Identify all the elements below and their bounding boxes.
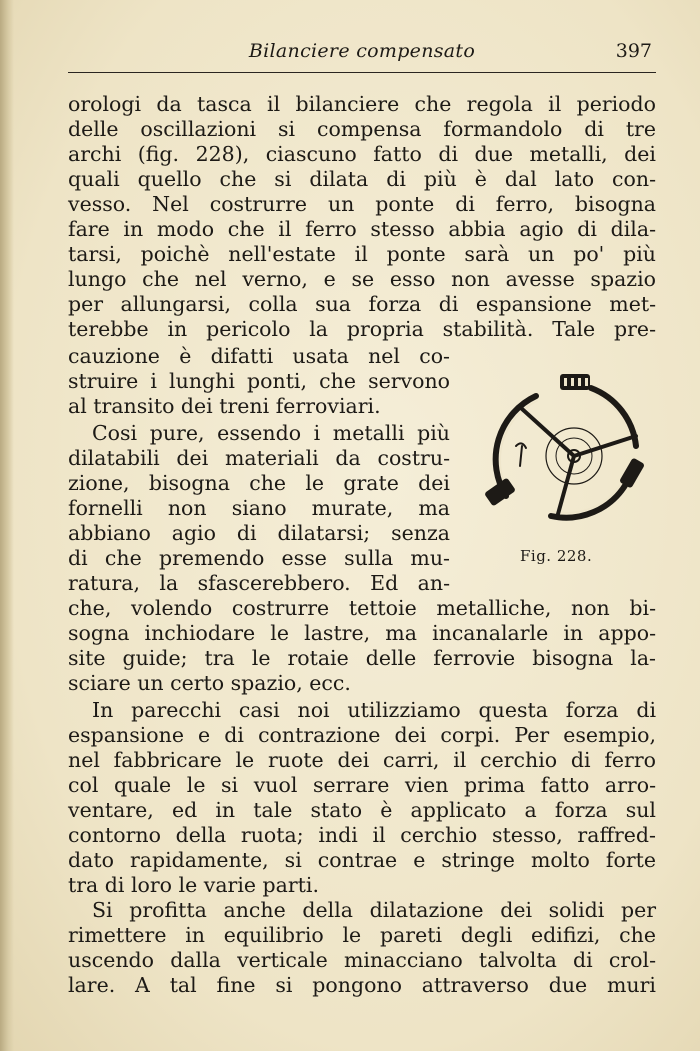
- running-head: [68, 38, 656, 68]
- text-line: rimettere in equilibrio le pareti degli edifizi, che: [68, 923, 656, 947]
- text-line: delle oscillazioni si compensa formandolo di tre: [68, 117, 656, 141]
- text-line: fornelli non siano murate, ma: [68, 496, 450, 520]
- text-line: ratura, la sfascerebbero. Ed an-: [68, 571, 450, 595]
- text-line: lungo che nel verno, e se esso non avesse spazio: [68, 267, 656, 291]
- text-line: site guide; tra le rotaie delle ferrovie bisogna la-: [68, 646, 656, 670]
- text-line: zione, bisogna che le grate dei: [68, 471, 450, 495]
- figure-caption: Fig. 228.: [520, 547, 593, 565]
- text-line: Si profitta anche della dilatazione dei solidi per: [92, 898, 656, 922]
- text-line: Cosi pure, essendo i metalli più: [92, 421, 450, 445]
- text-line: contorno della ruota; indi il cerchio stesso, raffred-: [68, 823, 656, 847]
- text-line: In parecchi casi noi utilizziamo questa forza di: [92, 698, 656, 722]
- text-line: dilatabili dei materiali da costru-: [68, 446, 450, 470]
- text-line: fare in modo che il ferro stesso abbia agio di dila-: [68, 217, 656, 241]
- text-line: nel fabbricare le ruote dei carri, il cerchio di ferro: [68, 748, 656, 772]
- text-line: quali quello che si dilata di più è dal lato con-: [68, 167, 656, 191]
- text-line: di che premendo esse sulla mu-: [68, 546, 450, 570]
- text-line: tra di loro le varie parti.: [68, 873, 319, 897]
- text-line: ventare, ed in tale stato è applicato a forza sul: [68, 798, 656, 822]
- text-line: sogna inchiodare le lastre, ma incanalarle in appo-: [68, 621, 656, 645]
- text-line: lare. A tal fine si pongono attraverso due muri: [68, 973, 656, 997]
- text-line: struire i lunghi ponti, che servono: [68, 369, 450, 393]
- running-title: Bilanciere compensato: [248, 40, 476, 62]
- text-line: che, volendo costrurre tettoie metalliche, non bi-: [68, 596, 656, 620]
- compensated-balance-wheel-icon: [476, 366, 656, 526]
- text-line: sciare un certo spazio, ecc.: [68, 671, 351, 695]
- text-line: terebbe in pericolo la propria stabilità. Tale pre-: [68, 317, 656, 341]
- text-line: cauzione è difatti usata nel co-: [68, 344, 450, 368]
- text-line: vesso. Nel costrurre un ponte di ferro, bisogna: [68, 192, 656, 216]
- text-line: orologi da tasca il bilanciere che regola il periodo: [68, 92, 656, 116]
- page-number: 397: [615, 40, 652, 62]
- text-line: per allungarsi, colla sua forza di espansione met-: [68, 292, 656, 316]
- text-line: uscendo dalla verticale minacciano talvolta di crol-: [68, 948, 656, 972]
- text-line: tarsi, poichè nell'estate il ponte sarà un po' più: [68, 242, 656, 266]
- text-line: al transito dei treni ferroviari.: [68, 394, 381, 418]
- text-line: espansione e di contrazione dei corpi. Per esempio,: [68, 723, 656, 747]
- text-line: col quale le si vuol serrare vien prima fatto arro-: [68, 773, 656, 797]
- page-spine-shadow: [0, 0, 14, 1051]
- text-line: dato rapidamente, si contrae e stringe molto forte: [68, 848, 656, 872]
- text-line: archi (fig. 228), ciascuno fatto di due metalli, dei: [68, 142, 656, 166]
- header-rule: [68, 72, 656, 73]
- text-line: abbiano agio di dilatarsi; senza: [68, 521, 450, 545]
